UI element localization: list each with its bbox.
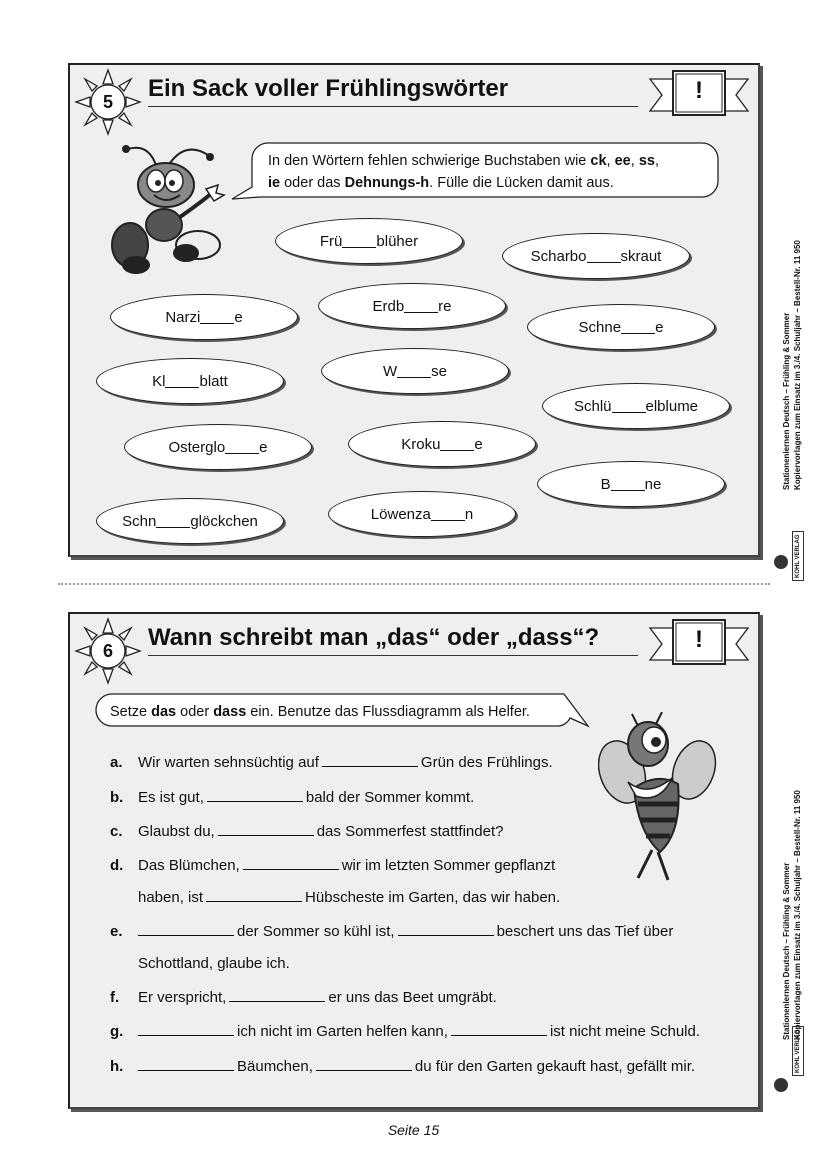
- word-oval[interactable]: Erdb re: [318, 283, 506, 329]
- kohl-verlag-logo: KOHL VERLAG: [774, 555, 814, 569]
- exercise-item-d: d. Das Blümchen, wir im letzten Sommer gepflanzt: [110, 857, 556, 874]
- answer-blank[interactable]: [322, 754, 418, 767]
- answer-blank[interactable]: [218, 823, 314, 836]
- exercise-item-b: b. Es ist gut, bald der Sommer kommt.: [110, 789, 475, 806]
- word-oval[interactable]: B ne: [537, 461, 725, 507]
- exercise-item-h: h. Bäumchen, du für den Garten gekauft hast, gefällt mir.: [110, 1058, 696, 1075]
- exercise-item-f: f. Er verspricht, er uns das Beet umgräbt.: [110, 989, 497, 1006]
- exercise-item-c: c. Glaubst du, das Sommerfest stattfindet?: [110, 823, 504, 840]
- answer-blank[interactable]: [243, 857, 339, 870]
- page-number: Seite 15: [387, 1122, 440, 1138]
- title-underline: [148, 106, 638, 107]
- word-oval[interactable]: Kl blatt: [96, 358, 284, 404]
- station-title: Ein Sack voller Frühlingswörter: [148, 75, 509, 102]
- answer-blank[interactable]: [207, 789, 303, 802]
- exercise-item-e: e. der Sommer so kühl ist, beschert uns das Tief über: [110, 923, 674, 940]
- exclamation-badge: !: [695, 77, 703, 104]
- station-number: 6: [102, 641, 113, 661]
- kohl-verlag-logo: KOHL VERLAG: [774, 1078, 814, 1092]
- word-oval[interactable]: Osterglo e: [124, 424, 312, 470]
- answer-blank[interactable]: [316, 1058, 412, 1071]
- instruction-text: Setze das oder dass ein. Benutze das Flussdiagramm als Helfer.: [110, 704, 530, 720]
- title-underline: [148, 655, 638, 656]
- answer-blank[interactable]: [206, 889, 302, 902]
- answer-blank[interactable]: [451, 1023, 547, 1036]
- word-oval[interactable]: Narzi e: [110, 294, 298, 340]
- answer-blank[interactable]: [229, 989, 325, 1002]
- word-oval[interactable]: Kroku e: [348, 421, 536, 467]
- answer-blank[interactable]: [138, 923, 234, 936]
- sidebar-publisher-1: Stationenlernen Deutsch – Frühling & Sommer Kopiervorlagen zum Einsatz im 3./4. Schuljahr – Bestell-Nr. 11 950: [782, 240, 802, 490]
- word-oval[interactable]: Schn glöckchen: [96, 498, 284, 544]
- answer-blank[interactable]: [138, 1023, 234, 1036]
- station-title: Wann schreibt man „das“ oder „dass“?: [148, 624, 600, 651]
- station-6-card: [68, 612, 760, 1109]
- word-oval[interactable]: Löwenza n: [328, 491, 516, 537]
- exclamation-badge: !: [695, 626, 703, 653]
- exercise-item-e-cont: Schottland, glaube ich.: [138, 955, 290, 972]
- ant-mascot-icon: [108, 133, 238, 278]
- answer-blank[interactable]: [398, 923, 494, 936]
- word-oval[interactable]: W se: [321, 348, 509, 394]
- answer-blank[interactable]: [138, 1058, 234, 1071]
- word-oval[interactable]: Schne e: [527, 304, 715, 350]
- exercise-item-a: a. Wir warten sehnsüchtig auf Grün des Frühlings.: [110, 754, 553, 771]
- word-oval[interactable]: Schlü elblume: [542, 383, 730, 429]
- word-oval[interactable]: Scharbo skraut: [502, 233, 690, 279]
- station-number: 5: [102, 92, 113, 112]
- station-5-card: [68, 63, 760, 557]
- word-oval[interactable]: Frü blüher: [275, 218, 463, 264]
- exercise-item-g: g. ich nicht im Garten helfen kann, ist nicht meine Schuld.: [110, 1023, 701, 1040]
- bee-mascot-icon: [598, 712, 718, 887]
- cut-line: [58, 583, 770, 585]
- exercise-item-d-cont: haben, ist Hübscheste im Garten, das wir haben.: [138, 889, 561, 906]
- instruction-text: In den Wörtern fehlen schwierige Buchstaben wie ck, ee, ss, ie oder das Dehnungs-h. Fülle die Lücken damit aus.: [268, 153, 659, 191]
